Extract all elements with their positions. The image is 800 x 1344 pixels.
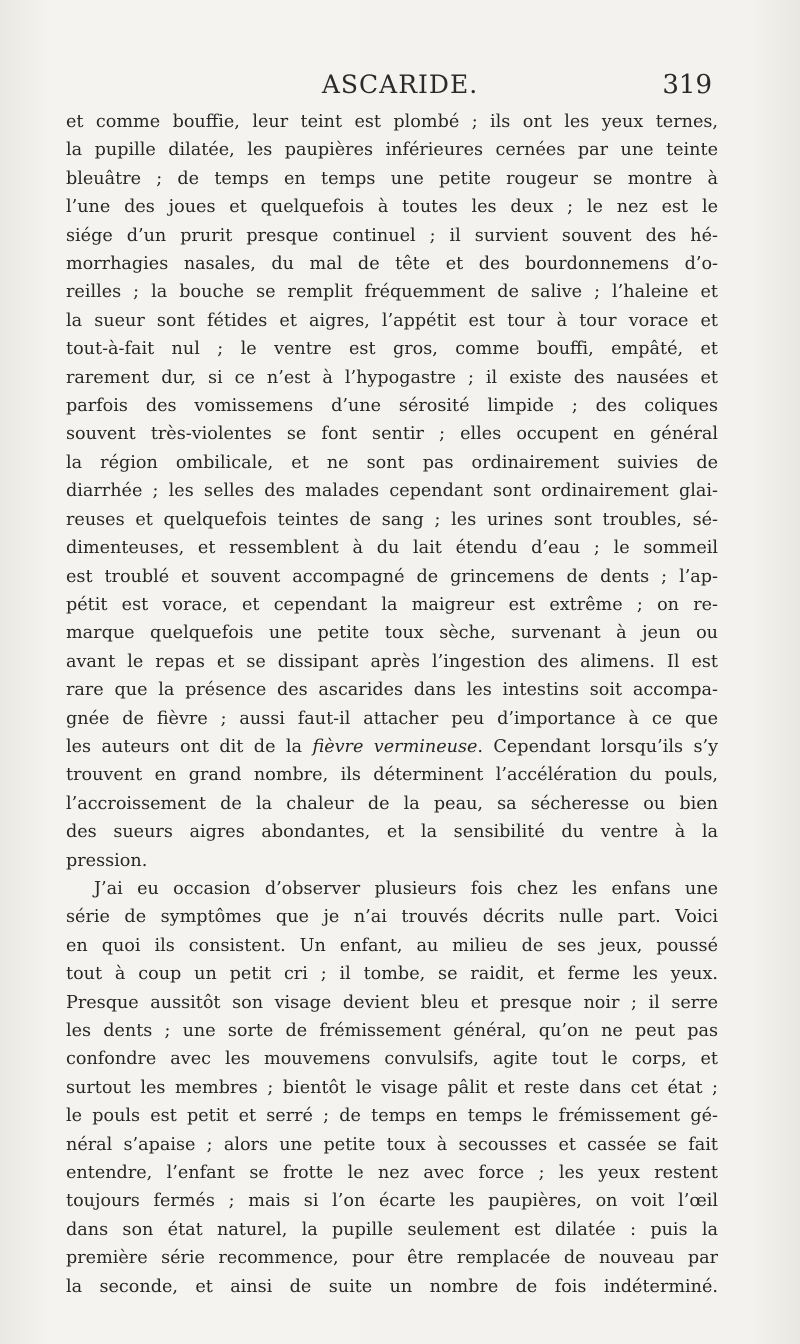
text-segment: les auteurs ont dit de la <box>66 736 313 757</box>
text-line-with-italic <box>66 733 718 761</box>
text-line: pétit est vorace, et cependant la maigreur est extrême ; on re- <box>66 594 718 615</box>
text-line: dimenteuses, et ressemblent à du lait étendu d’eau ; le sommeil <box>66 538 718 559</box>
text-line: reuses et quelquefois teintes de sang ; les urines sont troubles, sé- <box>66 509 718 530</box>
text-line: gnée de fièvre ; aussi faut-il attacher peu d’importance à ce que <box>66 708 718 729</box>
text-line: l’accroissement de la chaleur de la peau, sa sécheresse ou bien <box>66 793 718 814</box>
page-number: 319 <box>662 70 712 100</box>
text-line: néral s’apaise ; alors une petite toux à secousses et cassée se fait <box>66 1134 718 1155</box>
text-line: des sueurs aigres abondantes, et la sensibilité du ventre à la <box>66 822 718 843</box>
text-line: la région ombilicale, et ne sont pas ordinairement suivies de <box>66 452 718 473</box>
text-line: surtout les membres ; bientôt le visage pâlit et reste dans cet état ; <box>66 1077 718 1098</box>
text-line: l’une des joues et quelquefois à toutes les deux ; le nez est le <box>66 197 718 218</box>
text-line: est troublé et souvent accompagné de grincemens de dents ; l’ap- <box>66 566 718 587</box>
text-line: bleuâtre ; de temps en temps une petite rougeur se montre à <box>66 168 718 189</box>
text-line: siége d’un prurit presque continuel ; il survient souvent des hé- <box>66 225 718 246</box>
text-line: la pupille dilatée, les paupières inférieures cernées par une teinte <box>66 140 718 161</box>
text-segment: . Cependant lorsqu’ils s’y <box>477 736 718 757</box>
italic-term: fièvre vermineuse <box>312 736 478 757</box>
text-line: la seconde, et ainsi de suite un nombre de fois indéterminé. <box>66 1276 718 1297</box>
text-line: J’ai eu occasion d’observer plusieurs fois chez les enfans une <box>94 878 718 899</box>
text-line: toujours fermés ; mais si l’on écarte les paupières, on voit l’œil <box>66 1191 718 1212</box>
text-line: entendre, l’enfant se frotte le nez avec force ; les yeux restent <box>66 1163 718 1184</box>
text-line: morrhagies nasales, du mal de tête et des bourdonnemens d’o- <box>66 254 718 275</box>
paragraph-2 <box>66 875 718 1301</box>
text-line: tout-à-fait nul ; le ventre est gros, comme bouffi, empâté, et <box>66 339 718 360</box>
text-line: Presque aussitôt son visage devient bleu et presque noir ; il serre <box>66 992 718 1013</box>
running-title: ASCARIDE. <box>321 70 479 99</box>
text-line: parfois des vomissemens d’une sérosité limpide ; des coliques <box>66 396 718 417</box>
text-line: confondre avec les mouvemens convulsifs, agite tout le corps, et <box>66 1049 718 1070</box>
text-line: le pouls est petit et serré ; de temps en temps le frémissement gé- <box>66 1106 718 1127</box>
body-text <box>66 108 718 1301</box>
text-line: dans son état naturel, la pupille seulement est dilatée : puis la <box>66 1219 718 1240</box>
text-line: reilles ; la bouche se remplit fréquemment de salive ; l’haleine et <box>66 282 718 303</box>
text-line: souvent très-violentes se font sentir ; elles occupent en général <box>66 424 718 445</box>
text-line: rarement dur, si ce n’est à l’hypogastre ; il existe des nausées et <box>66 367 718 388</box>
text-line: la sueur sont fétides et aigres, l’appétit est tour à tour vorace et <box>66 310 718 331</box>
text-line: diarrhée ; les selles des malades cependant sont ordinairement glai- <box>66 481 718 502</box>
paragraph-1 <box>66 108 718 875</box>
page-header <box>0 70 800 110</box>
text-line: marque quelquefois une petite toux sèche, survenant à jeun ou <box>66 623 718 644</box>
text-line: série de symptômes que je n’ai trouvés décrits nulle part. Voici <box>66 907 718 928</box>
text-line: première série recommence, pour être remplacée de nouveau par <box>66 1248 718 1269</box>
text-line: trouvent en grand nombre, ils déterminent l’accélération du pouls, <box>66 765 718 786</box>
text-line: pression. <box>66 850 148 871</box>
text-line: rare que la présence des ascarides dans les intestins soit accompa- <box>66 680 718 701</box>
text-line: tout à coup un petit cri ; il tombe, se raidit, et ferme les yeux. <box>66 964 718 985</box>
text-line: avant le repas et se dissipant après l’ingestion des alimens. Il est <box>66 651 718 672</box>
text-line: et comme bouffie, leur teint est plombé ; ils ont les yeux ternes, <box>66 112 718 132</box>
text-line: en quoi ils consistent. Un enfant, au milieu de ses jeux, poussé <box>66 935 718 956</box>
text-line: les dents ; une sorte de frémissement général, qu’on ne peut pas <box>66 1021 718 1041</box>
